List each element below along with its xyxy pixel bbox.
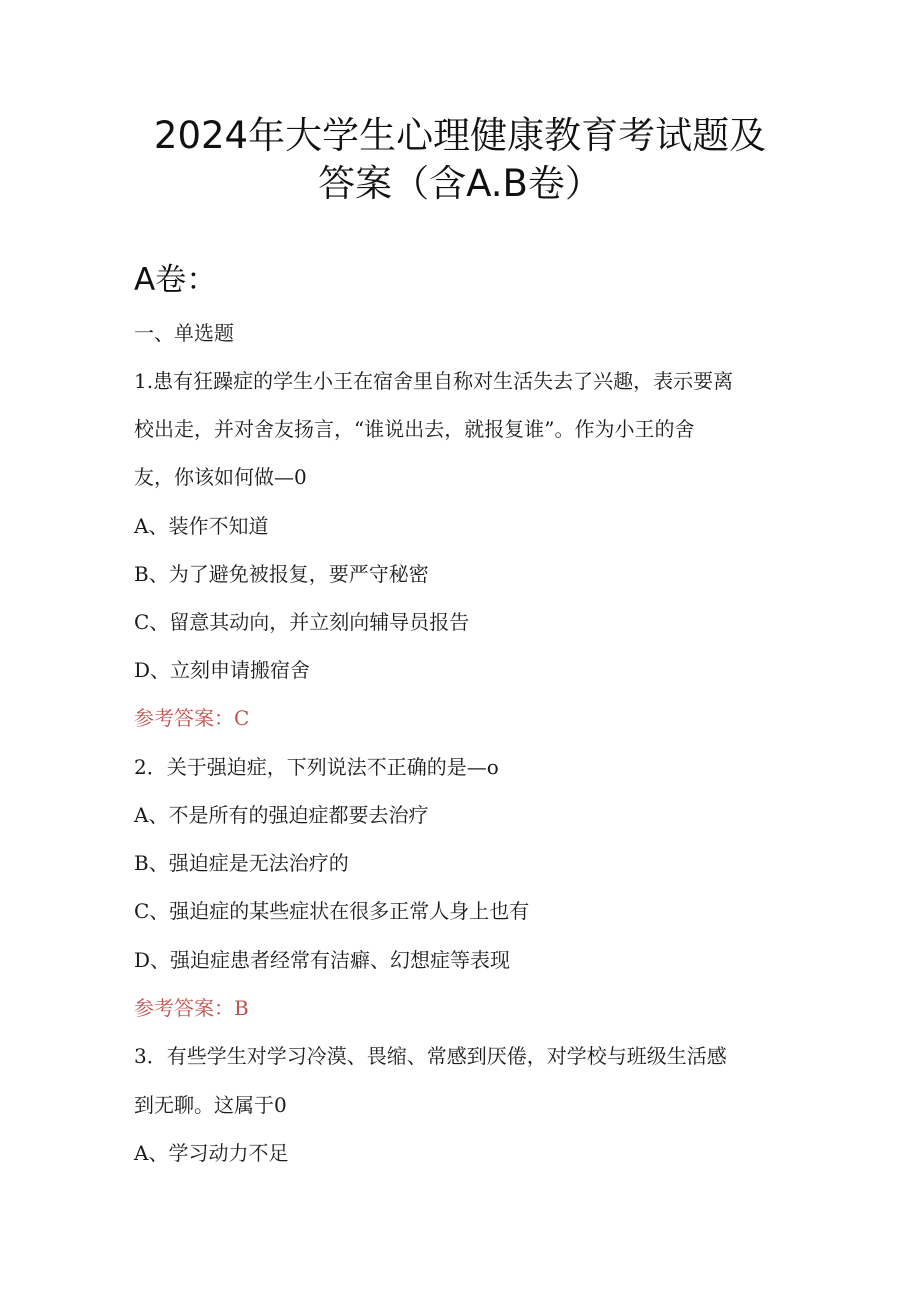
section-heading: A卷： (134, 262, 218, 298)
question-2-option-b: B、强迫症是无法治疗的 (134, 851, 349, 875)
question-2-stem-line-1: 2．关于强迫症，下列说法不正确的是—o (134, 755, 499, 779)
question-1-stem-line-1: 1.患有狂躁症的学生小王在宿舍里自称对生活失去了兴趣，表示要离 (134, 369, 734, 393)
question-1-stem-line-2: 校出走，并对舍友扬言，“谁说出去，就报复谁”。作为小王的舍 (134, 417, 695, 441)
question-2-option-a: A、不是所有的强迫症都要去治疗 (134, 803, 429, 827)
question-2-option-d: D、强迫症患者经常有洁癖、幻想症等表现 (134, 948, 511, 972)
question-1-option-b: B、为了避免被报复，要严守秘密 (134, 562, 429, 586)
document-title-line-2: 答案（含A.B卷） (318, 162, 602, 205)
question-1-stem-line-3: 友，你该如何做—0 (134, 465, 307, 489)
question-1-option-a: A、装作不知道 (134, 514, 269, 538)
question-3-option-a: A、学习动力不足 (134, 1141, 289, 1165)
question-3-stem-line-2: 到无聊。这属于0 (134, 1093, 287, 1117)
question-2-answer: 参考答案：B (134, 996, 249, 1020)
question-1-option-d: D、立刻申请搬宿舍 (134, 658, 311, 682)
question-2-option-c: C、强迫症的某些症状在很多正常人身上也有 (134, 899, 530, 923)
question-1-answer: 参考答案：C (134, 706, 250, 730)
question-1-option-c: C、留意其动向，并立刻向辅导员报告 (134, 610, 470, 634)
question-3-stem-line-1: 3．有些学生对学习冷漠、畏缩、常感到厌倦，对学校与班级生活感 (134, 1044, 727, 1068)
section-subheading: 一、单选题 (134, 321, 234, 345)
document-title-line-1: 2024年大学生心理健康教育考试题及 (153, 114, 767, 157)
